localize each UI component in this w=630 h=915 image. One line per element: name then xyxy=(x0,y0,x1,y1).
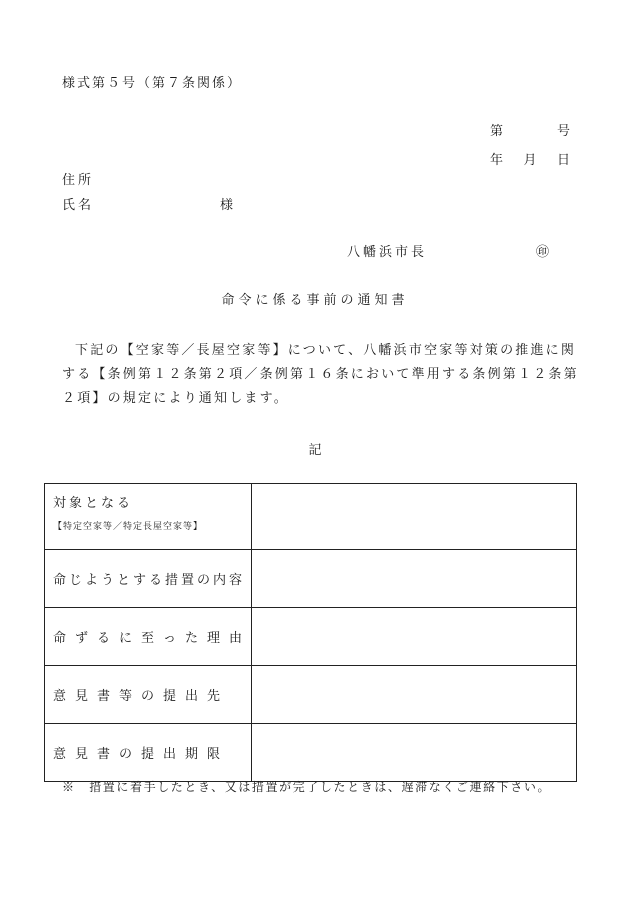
target-value-cell[interactable] xyxy=(252,484,577,550)
month-label: 月 xyxy=(523,153,537,168)
submission-address-value-cell[interactable] xyxy=(252,666,577,724)
table-row xyxy=(45,724,577,782)
row-label-submission-address: 意見書等の提出先 xyxy=(45,666,252,724)
footnote: ※ 措置に着手したとき、又は措置が完了したときは、遅滞なくご連絡下さい。 xyxy=(62,780,552,794)
form-identifier: 様式第５号（第７条関係） xyxy=(62,76,243,91)
sender-title: 八幡浜市長 xyxy=(347,245,428,260)
document-title: 命令に係る事前の通知書 xyxy=(221,293,409,308)
address-label: 住所 xyxy=(62,173,95,188)
measures-value-cell[interactable] xyxy=(252,550,577,608)
table-row xyxy=(45,666,577,724)
row-label-measures: 命じようとする措置の内容 xyxy=(45,550,252,608)
seal-mark: ㊞ xyxy=(536,245,550,260)
honorific: 様 xyxy=(220,198,234,213)
ki-heading: 記 xyxy=(308,443,322,458)
details-table xyxy=(44,483,577,782)
table-row xyxy=(45,484,577,550)
row-label-deadline: 意見書の提出期限 xyxy=(45,724,252,782)
number-prefix: 第 xyxy=(490,124,504,139)
target-label: 対象となる xyxy=(53,496,134,511)
date-row xyxy=(490,149,570,178)
document-number-block xyxy=(490,120,570,178)
name-label: 氏名 xyxy=(62,198,95,213)
number-suffix: 号 xyxy=(556,124,570,139)
target-sublabel: 【特定空家等／特定長屋空家等】 xyxy=(53,522,204,532)
year-label: 年 xyxy=(490,153,504,168)
reason-value-cell[interactable] xyxy=(252,608,577,666)
name-line xyxy=(62,194,242,213)
document-number-row xyxy=(490,120,570,149)
table-row xyxy=(45,608,577,666)
row-label-reason: 命ずるに至った理由 xyxy=(45,608,252,666)
day-label: 日 xyxy=(556,153,570,168)
row-label-target xyxy=(45,484,252,550)
body-paragraph: 下記の【空家等／長屋空家等】について、八幡浜市空家等対策の推進に関する【条例第１２条第２項／条例第１６条において準用する条例第１２条第２項】の規定により通知します。 xyxy=(62,343,579,406)
deadline-value-cell[interactable] xyxy=(252,724,577,782)
table-row xyxy=(45,550,577,608)
